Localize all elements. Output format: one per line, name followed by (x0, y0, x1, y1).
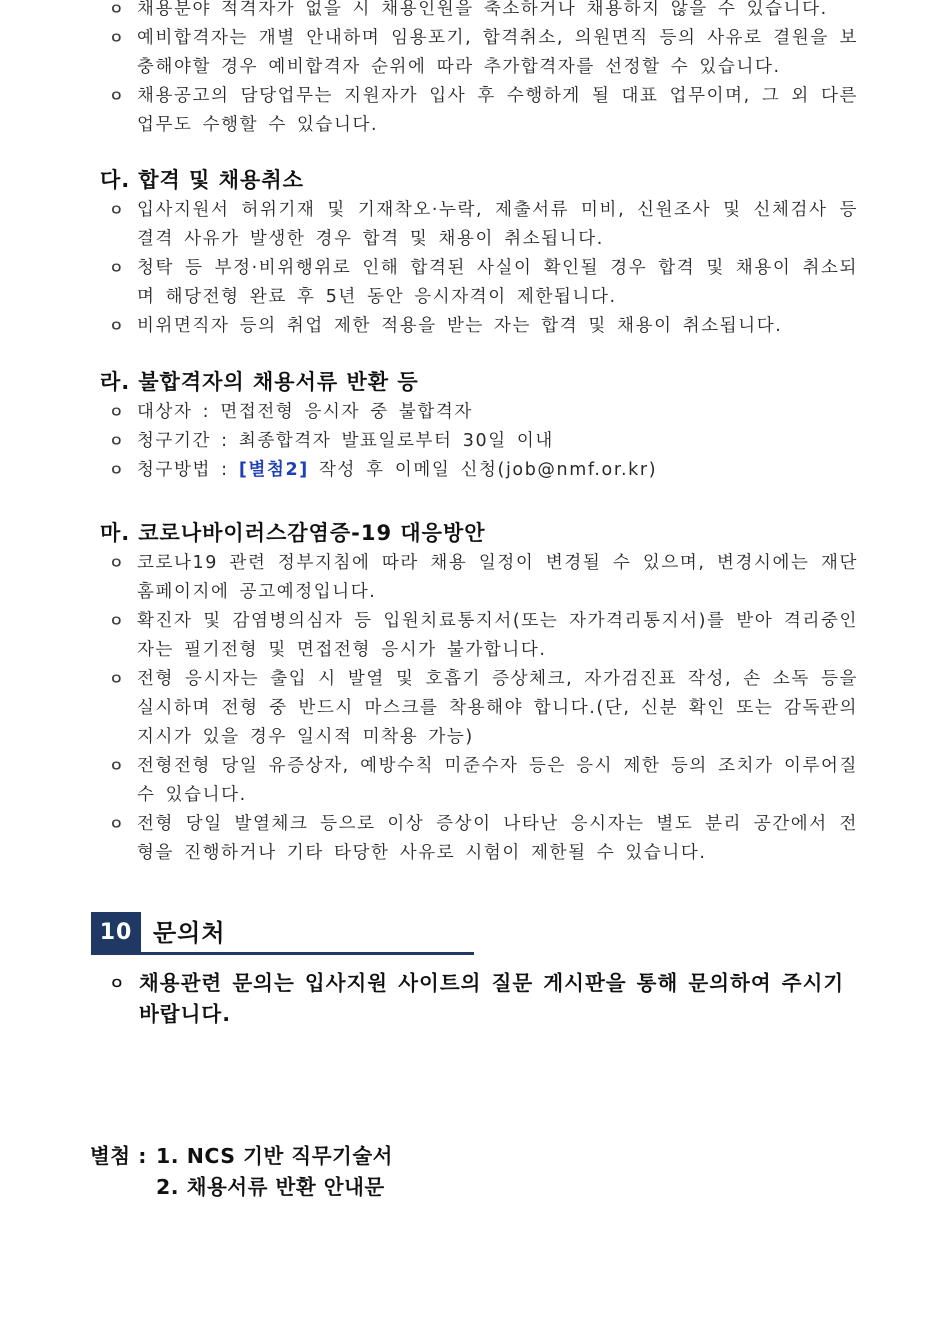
list-item: ㅇ 확진자 및 감염병의심자 등 입원치료통지서(또는 자가격리통지서)를 받아 격리중인 자는 필기전형 및 면접전형 응시가 불가합니다. (108, 607, 858, 665)
attachment-item-1: 1. NCS 기반 직무기술서 (156, 1144, 393, 1168)
section-divider (91, 952, 474, 955)
bullet-icon: ㅇ (109, 29, 126, 47)
attachments-block (90, 1141, 393, 1203)
list-item: ㅇ 채용공고의 담당업무는 지원자가 입사 후 수행하게 될 대표 업무이며, 그 외 다른 업무도 수행할 수 있습니다. (108, 82, 858, 140)
bullet-icon: ㅇ (109, 201, 126, 219)
bullet-icon: ㅇ (109, 461, 126, 479)
bullet-icon: ㅇ (109, 815, 126, 833)
list-item: ㅇ 청구방법 : [별첨2] 작성 후 이메일 신청(job@nmf.or.kr) (108, 456, 858, 485)
cancellation-list (108, 196, 858, 341)
section-title-contact: 문의처 (153, 919, 226, 947)
recruitment-notes-list (108, 0, 858, 140)
list-item: ㅇ 채용관련 문의는 입사지원 사이트의 질문 게시판을 통해 문의하여 주시기 바랍니다. (108, 968, 848, 1030)
bullet-icon: ㅇ (109, 974, 126, 993)
bullet-icon: ㅇ (109, 259, 126, 277)
bullet-icon: ㅇ (109, 612, 126, 630)
bullet-icon: ㅇ (109, 432, 126, 450)
section-number-badge: 10 (91, 912, 141, 954)
bullet-icon: ㅇ (109, 403, 126, 421)
list-item: ㅇ 청탁 등 부정·비위행위로 인해 합격된 사실이 확인될 경우 합격 및 채용이 취소되며 해당전형 완료 후 5년 동안 응시자격이 제한됩니다. (108, 254, 858, 312)
list-item: ㅇ 전형전형 당일 유증상자, 예방수칙 미준수자 등은 응시 제한 등의 조치가 이루어질 수 있습니다. (108, 752, 858, 810)
section-title-cancellation: 다. 합격 및 채용취소 (100, 168, 304, 192)
document-return-list (108, 398, 858, 485)
contact-list (108, 968, 848, 1030)
section-title-covid-response: 마. 코로나바이러스감염증-19 대응방안 (100, 521, 486, 545)
bullet-icon: ㅇ (109, 87, 126, 105)
list-item: ㅇ 입사지원서 허위기재 및 기재착오·누락, 제출서류 미비, 신원조사 및 신체검사 등 결격 사유가 발생한 경우 합격 및 채용이 취소됩니다. (108, 196, 858, 254)
list-item: ㅇ 예비합격자는 개별 안내하며 임용포기, 합격취소, 의원면직 등의 사유로 결원을 보충해야할 경우 예비합격자 순위에 따라 추가합격자를 선정할 수 있습니다. (108, 24, 858, 82)
section-title-document-return: 라. 불합격자의 채용서류 반환 등 (100, 370, 419, 394)
list-item: ㅇ 전형 응시자는 출입 시 발열 및 호흡기 증상체크, 자가검진표 작성, 손 소독 등을 실시하며 전형 중 반드시 마스크를 착용해야 합니다.(단, 신분 확인 또는 감독관의 지시가 있을 경우 일시적 미착용 가능) (108, 665, 858, 752)
bullet-icon: ㅇ (109, 0, 126, 18)
bullet-icon: ㅇ (109, 554, 126, 572)
covid-response-list (108, 549, 858, 868)
list-item: ㅇ 청구기간 : 최종합격자 발표일로부터 30일 이내 (108, 427, 858, 456)
bullet-icon: ㅇ (109, 317, 126, 335)
list-item: ㅇ 코로나19 관련 정부지침에 따라 채용 일정이 변경될 수 있으며, 변경시에는 재단 홈페이지에 공고예정입니다. (108, 549, 858, 607)
list-item: ㅇ 채용분야 적격자가 없을 시 채용인원을 축소하거나 채용하지 않을 수 있습니다. (108, 0, 858, 24)
list-item: ㅇ 전형 당일 발열체크 등으로 이상 증상이 나타난 응시자는 별도 분리 공간에서 전형을 진행하거나 기타 타당한 사유로 시험이 제한될 수 있습니다. (108, 810, 858, 868)
attachment-2-reference: [별첨2] (238, 460, 309, 480)
attachments-label: 별첨 : (90, 1144, 147, 1168)
attachment-item-2: 2. 채용서류 반환 안내문 (156, 1175, 385, 1199)
bullet-icon: ㅇ (109, 670, 126, 688)
list-item: ㅇ 비위면직자 등의 취업 제한 적용을 받는 자는 합격 및 채용이 취소됩니다. (108, 312, 858, 341)
bullet-icon: ㅇ (109, 757, 126, 775)
list-item: ㅇ 대상자 : 면접전형 응시자 중 불합격자 (108, 398, 858, 427)
